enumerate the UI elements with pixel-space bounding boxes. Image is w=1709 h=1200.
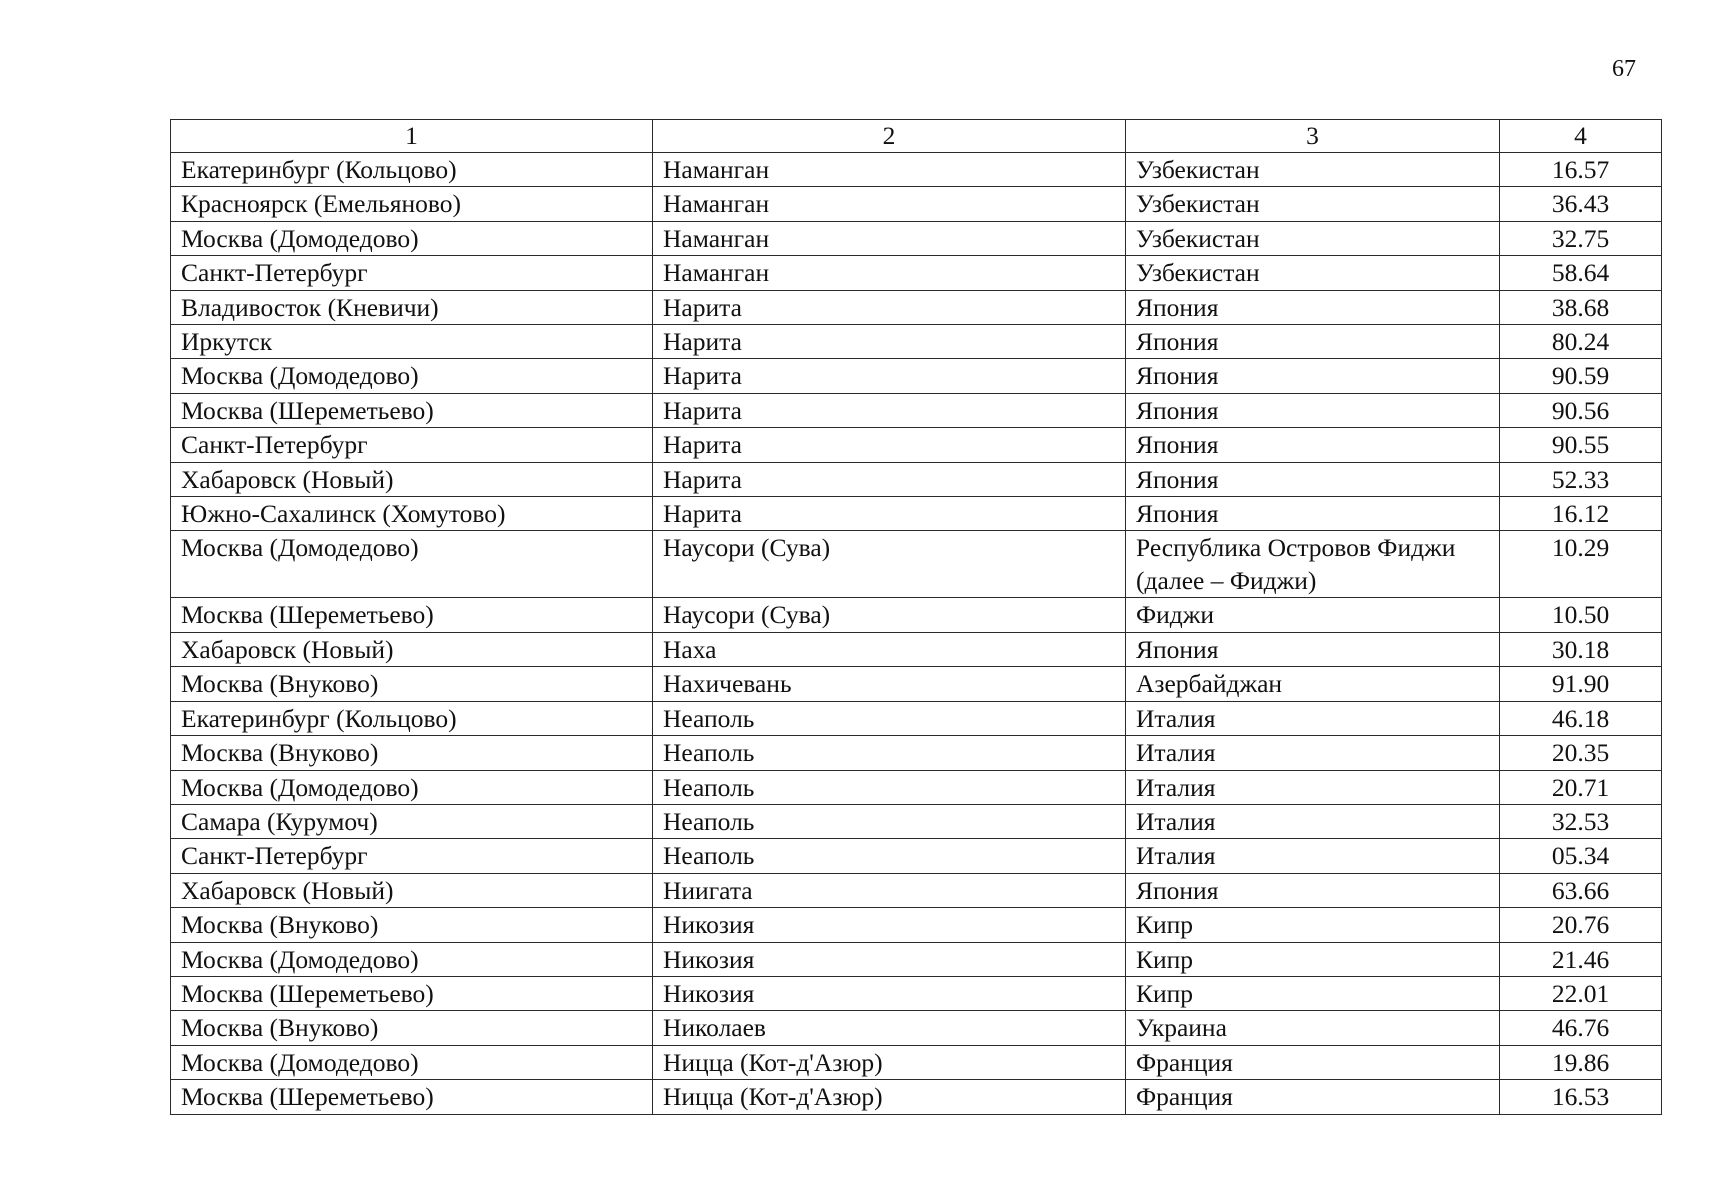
destination-cell: Наманган [653,153,1126,187]
table-body [171,120,1662,1115]
value-cell: 46.76 [1500,1011,1662,1045]
country-cell: Франция [1126,1080,1500,1114]
value-cell: 20.76 [1500,908,1662,942]
column-header-4: 4 [1500,120,1662,153]
column-header-3: 3 [1126,120,1500,153]
value-cell: 30.18 [1500,632,1662,666]
country-cell: Италия [1126,770,1500,804]
country-cell: Узбекистан [1126,221,1500,255]
destination-cell: Нарита [653,393,1126,427]
country-cell: Япония [1126,290,1500,324]
destination-cell: Неаполь [653,701,1126,735]
origin-cell: Хабаровск (Новый) [171,462,653,496]
country-cell: Фиджи [1126,598,1500,632]
destination-cell: Неаполь [653,804,1126,838]
value-cell: 90.59 [1500,359,1662,393]
origin-cell: Санкт-Петербург [171,839,653,873]
origin-cell: Москва (Шереметьево) [171,393,653,427]
value-cell: 58.64 [1500,256,1662,290]
destination-cell: Наманган [653,187,1126,221]
table-row [171,804,1662,838]
value-cell: 46.18 [1500,701,1662,735]
origin-cell: Москва (Внуково) [171,908,653,942]
table-row [171,359,1662,393]
country-cell: Япония [1126,428,1500,462]
table-row [171,736,1662,770]
table-row [171,393,1662,427]
value-cell: 20.35 [1500,736,1662,770]
origin-cell: Москва (Домодедово) [171,770,653,804]
destination-cell: Наусори (Сува) [653,531,1126,598]
value-cell: 20.71 [1500,770,1662,804]
destination-cell: Ниигата [653,873,1126,907]
value-cell: 05.34 [1500,839,1662,873]
origin-cell: Москва (Домодедово) [171,531,653,598]
value-cell: 10.50 [1500,598,1662,632]
origin-cell: Москва (Домодедово) [171,221,653,255]
country-cell: Кипр [1126,908,1500,942]
country-cell: Азербайджан [1126,667,1500,701]
destination-cell: Нарита [653,325,1126,359]
country-cell: Япония [1126,393,1500,427]
destination-cell: Нахичевань [653,667,1126,701]
table-row [171,256,1662,290]
country-cell: Кипр [1126,942,1500,976]
table-row [171,153,1662,187]
column-header-2: 2 [653,120,1126,153]
value-cell: 52.33 [1500,462,1662,496]
table-row [171,1045,1662,1079]
country-cell: Италия [1126,839,1500,873]
origin-cell: Москва (Домодедово) [171,942,653,976]
table-row [171,1011,1662,1045]
destination-cell: Николаев [653,1011,1126,1045]
value-cell: 16.53 [1500,1080,1662,1114]
destination-cell: Никозия [653,942,1126,976]
table-row [171,942,1662,976]
destination-cell: Ницца (Кот-д'Азюр) [653,1045,1126,1079]
country-cell: Узбекистан [1126,256,1500,290]
destination-cell: Наусори (Сува) [653,598,1126,632]
country-cell: Япония [1126,632,1500,666]
destination-cell: Никозия [653,976,1126,1010]
origin-cell: Хабаровск (Новый) [171,873,653,907]
value-cell: 22.01 [1500,976,1662,1010]
value-cell: 90.55 [1500,428,1662,462]
table-row [171,667,1662,701]
table-row [171,187,1662,221]
destination-cell: Нарита [653,290,1126,324]
table-row [171,1080,1662,1114]
table-row [171,839,1662,873]
value-cell: 36.43 [1500,187,1662,221]
value-cell: 80.24 [1500,325,1662,359]
value-cell: 32.75 [1500,221,1662,255]
destination-cell: Никозия [653,908,1126,942]
value-cell: 21.46 [1500,942,1662,976]
table-row [171,428,1662,462]
table-row [171,221,1662,255]
destination-cell: Неаполь [653,839,1126,873]
value-cell: 19.86 [1500,1045,1662,1079]
destination-cell: Наманган [653,221,1126,255]
origin-cell: Санкт-Петербург [171,428,653,462]
country-cell: Япония [1126,359,1500,393]
country-cell: Франция [1126,1045,1500,1079]
value-cell: 91.90 [1500,667,1662,701]
table-row [171,908,1662,942]
origin-cell: Иркутск [171,325,653,359]
value-cell: 16.12 [1500,497,1662,531]
destination-cell: Наха [653,632,1126,666]
table-row [171,701,1662,735]
country-cell: Япония [1126,873,1500,907]
origin-cell: Южно-Сахалинск (Хомутово) [171,497,653,531]
destination-cell: Неаполь [653,736,1126,770]
origin-cell: Екатеринбург (Кольцово) [171,701,653,735]
table-row [171,497,1662,531]
origin-cell: Москва (Домодедово) [171,1045,653,1079]
value-cell: 16.57 [1500,153,1662,187]
country-cell: Япония [1126,497,1500,531]
table-row [171,770,1662,804]
table-row [171,598,1662,632]
table-row [171,632,1662,666]
country-cell: Украина [1126,1011,1500,1045]
country-cell: Узбекистан [1126,153,1500,187]
country-cell: Италия [1126,736,1500,770]
value-cell: 90.56 [1500,393,1662,427]
page-number: 67 [1612,56,1636,82]
origin-cell: Хабаровск (Новый) [171,632,653,666]
value-cell: 10.29 [1500,531,1662,598]
origin-cell: Москва (Внуково) [171,1011,653,1045]
table-row [171,290,1662,324]
table-row [171,976,1662,1010]
destination-cell: Неаполь [653,770,1126,804]
destination-cell: Нарита [653,497,1126,531]
country-cell: Япония [1126,325,1500,359]
origin-cell: Москва (Шереметьево) [171,598,653,632]
destination-cell: Нарита [653,359,1126,393]
value-cell: 32.53 [1500,804,1662,838]
table-row [171,325,1662,359]
destination-cell: Нарита [653,462,1126,496]
origin-cell: Москва (Шереметьево) [171,1080,653,1114]
destination-cell: Наманган [653,256,1126,290]
routes-table [170,119,1662,1115]
country-cell: Япония [1126,462,1500,496]
origin-cell: Красноярск (Емельяново) [171,187,653,221]
country-cell: Италия [1126,701,1500,735]
origin-cell: Владивосток (Кневичи) [171,290,653,324]
origin-cell: Москва (Внуково) [171,736,653,770]
table-row [171,873,1662,907]
country-cell: Республика Островов Фиджи (далее – Фиджи) [1126,531,1500,598]
destination-cell: Ницца (Кот-д'Азюр) [653,1080,1126,1114]
table-header-row [171,120,1662,153]
country-cell: Узбекистан [1126,187,1500,221]
origin-cell: Москва (Домодедово) [171,359,653,393]
value-cell: 63.66 [1500,873,1662,907]
origin-cell: Самара (Курумоч) [171,804,653,838]
origin-cell: Екатеринбург (Кольцово) [171,153,653,187]
country-cell: Италия [1126,804,1500,838]
origin-cell: Москва (Шереметьево) [171,976,653,1010]
destination-cell: Нарита [653,428,1126,462]
table-row [171,531,1662,598]
column-header-1: 1 [171,120,653,153]
value-cell: 38.68 [1500,290,1662,324]
origin-cell: Санкт-Петербург [171,256,653,290]
country-cell: Кипр [1126,976,1500,1010]
origin-cell: Москва (Внуково) [171,667,653,701]
table-row [171,462,1662,496]
